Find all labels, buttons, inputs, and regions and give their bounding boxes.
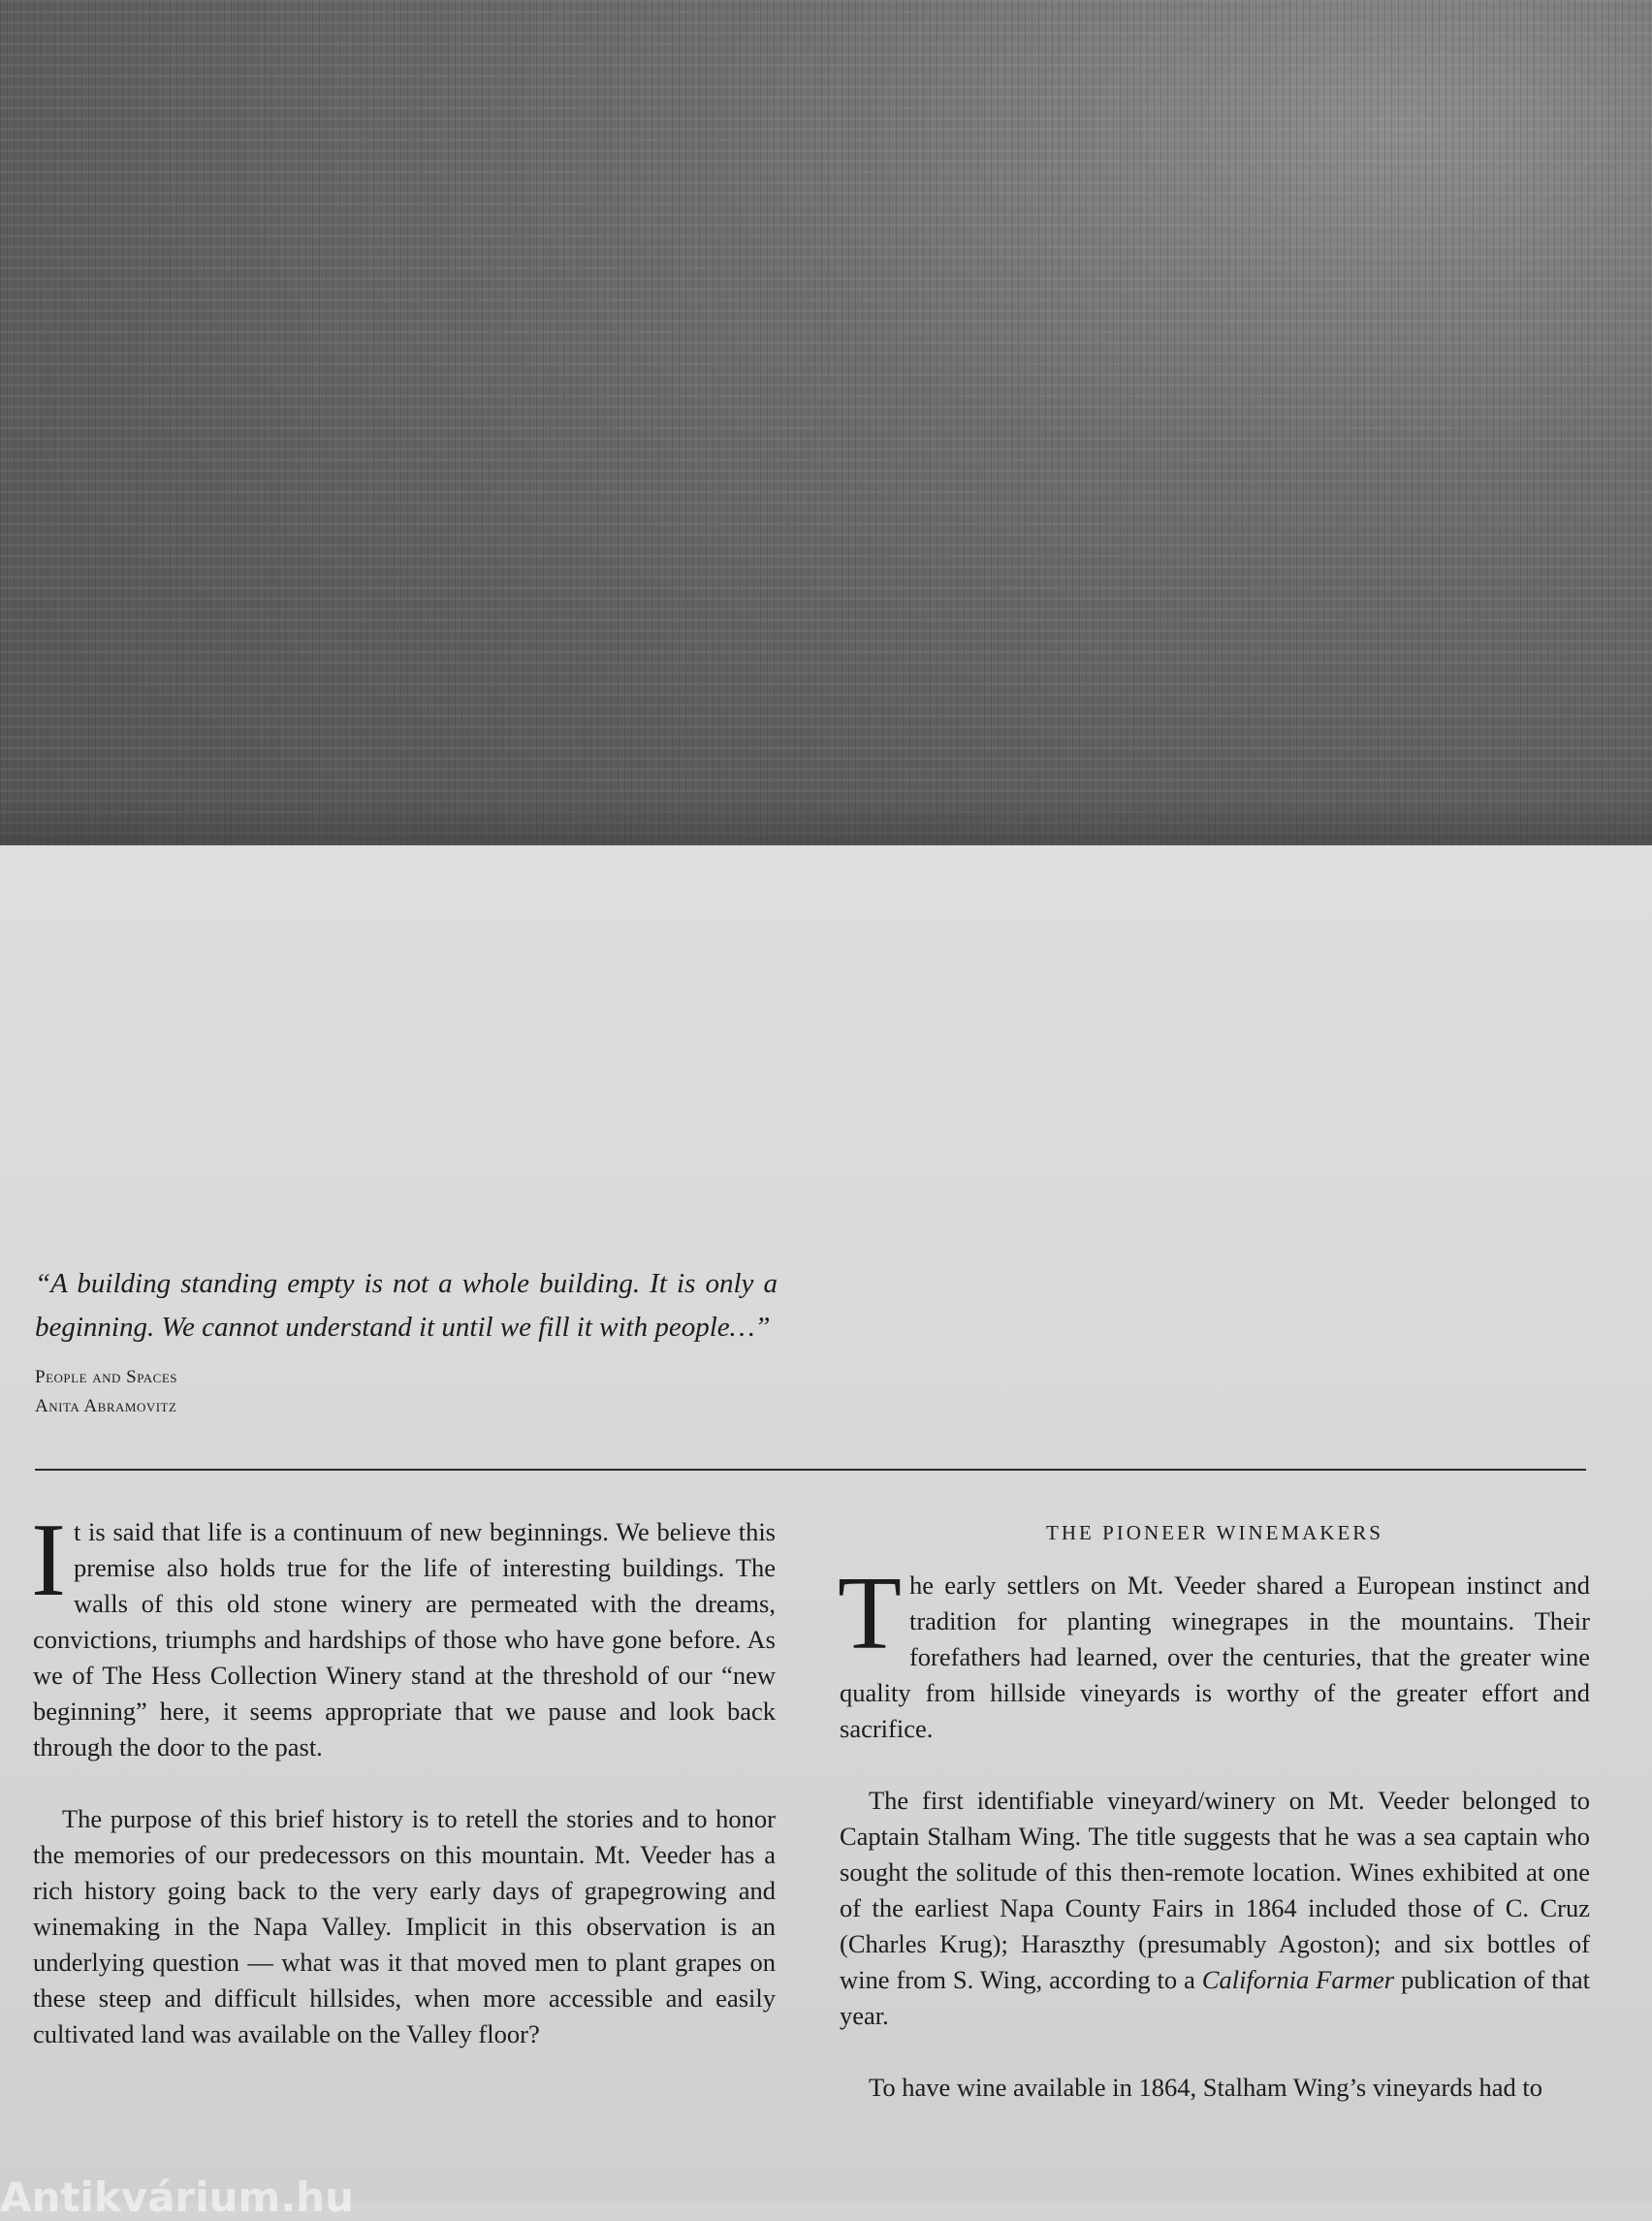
dropcap-t: T: [838, 1556, 902, 1671]
continuation-paragraph: To have wine available in 1864, Stalham Wing’s vineyards had to: [869, 2073, 1543, 2102]
epigraph-book-title: People and Spaces: [35, 1367, 178, 1387]
epigraph-author: Anita Abramovitz: [35, 1396, 177, 1416]
section-heading: THE PIONEER WINEMAKERS: [1046, 1521, 1383, 1544]
wood-grain-photo: [0, 0, 1652, 847]
epigraph-source: [35, 1363, 177, 1421]
horizontal-rule: [35, 1469, 1586, 1471]
purpose-paragraph: The purpose of this brief history is to retell the stories and to honor the memories of our predecessors on this mountain. Mt. Veeder has a rich history going back to the very early days of grapegrowing and winemaking in the Napa Valley. Implicit in this observation is an underlying question — what was it that moved men to plant grapes on these steep and difficult hillsides, when more accessible and easily cultivated land was available on the Valley floor?: [33, 1804, 776, 2048]
photo-edge-shadow: [0, 795, 1652, 845]
wing-paragraph-text: The first identifiable vineyard/winery on Mt. Veeder belonged to Captain Stalham Wing. The title suggests that he was a sea captain who sought the solitude of this then-remote location. Wines exhibited at one of the earliest Napa County Fairs in 1864 included those of C. Cruz (Charles Krug); Haraszthy (presumably Agoston); and six bottles of wine from S. Wing, according to a: [840, 1786, 1590, 1994]
dropcap-i: I: [31, 1503, 66, 1618]
intro-paragraph-text: t is said that life is a continuum of new beginnings. We believe this premise also holds true for the life of interesting buildings. The walls of this old stone winery are permeated with the dreams, convictions, triumphs and hardships of those who have gone before. As we of The Hess Collection Winery stand at the threshold of our “new beginning” here, it seems appropriate that we pause and look back through the door to the past.: [33, 1517, 776, 1761]
left-column: [31, 1503, 776, 2088]
wing-paragraph-end: publication of that year.: [840, 1965, 1590, 2030]
publication-title: California Farmer: [1201, 1965, 1395, 1994]
wing-paragraph: [840, 1783, 1590, 2034]
epigraph-quote: “A building standing empty is not a whole building. It is only a beginning. We cannot understand it until we fill it with people…”: [35, 1268, 778, 1343]
settlers-paragraph-text: he early settlers on Mt. Veeder shared a European instinct and tradition for planting winegrapes in the mountains. Their forefathers had learned, over the centuries, that the greater wine quality from hillside vineyards is worthy of the greater effort and sacrifice.: [840, 1571, 1590, 1743]
right-column: [838, 1556, 1590, 2142]
settlers-paragraph: [838, 1556, 1590, 1747]
watermark: Antikvárium.hu: [0, 2173, 355, 2221]
intro-paragraph: [31, 1503, 776, 1765]
